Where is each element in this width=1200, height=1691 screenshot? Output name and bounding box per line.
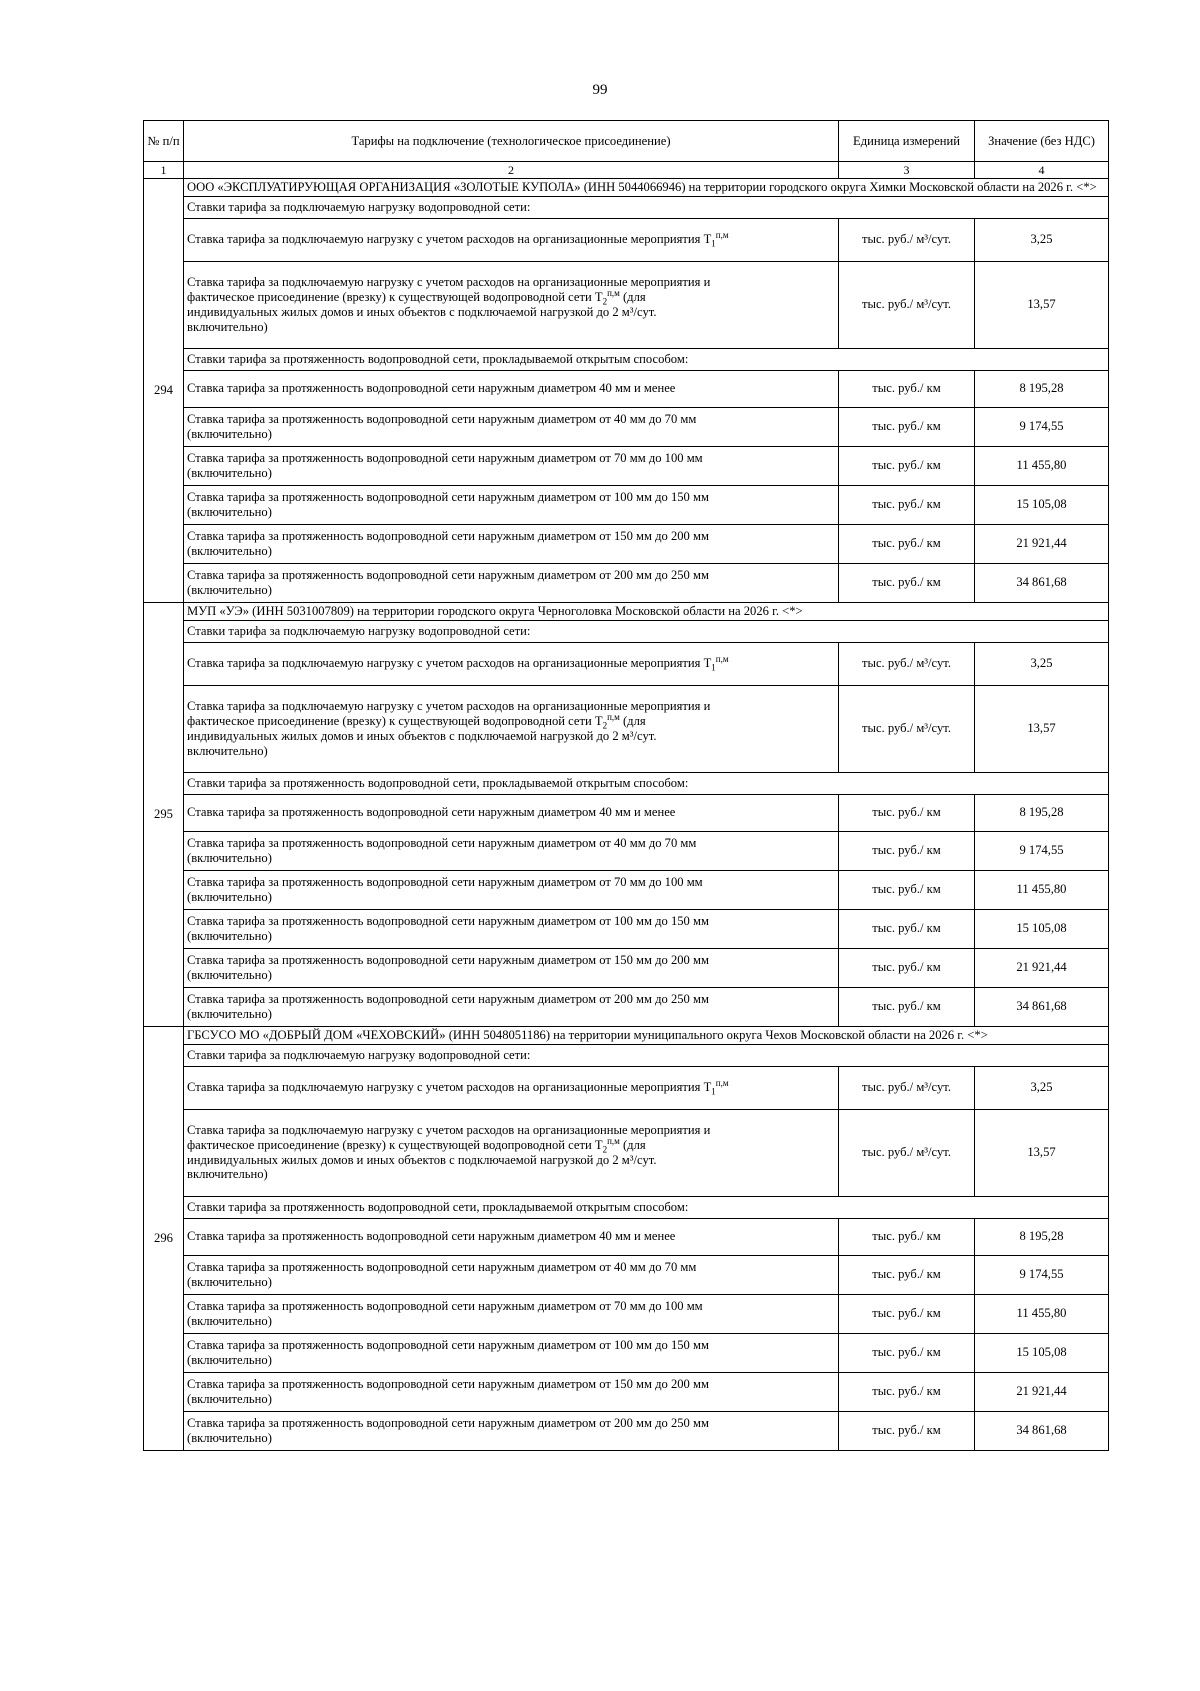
table-row: [144, 524, 1109, 563]
rate-value: 13,57: [975, 261, 1109, 348]
row-number: 296: [144, 1026, 184, 1450]
rate-description: Ставка тарифа за протяженность водопроводной сети наружным диаметром от 200 мм до 250 мм (включительно): [184, 563, 839, 602]
rate-unit: тыс. руб./ км: [839, 370, 975, 407]
column-index: 3: [839, 162, 975, 179]
table-row: [144, 485, 1109, 524]
rate-value: 11 455,80: [975, 870, 1109, 909]
rate-value: 21 921,44: [975, 948, 1109, 987]
rate-description: Ставка тарифа за протяженность водопроводной сети наружным диаметром от 100 мм до 150 мм (включительно): [184, 485, 839, 524]
rate-value: 13,57: [975, 1109, 1109, 1196]
section-row: [144, 772, 1109, 794]
rate-value: 11 455,80: [975, 1294, 1109, 1333]
rate-unit: тыс. руб./ км: [839, 485, 975, 524]
rate-value: 15 105,08: [975, 485, 1109, 524]
rate-value: 11 455,80: [975, 446, 1109, 485]
page-number: 99: [592, 82, 608, 98]
rate-unit: тыс. руб./ км: [839, 948, 975, 987]
table-row: [144, 407, 1109, 446]
rate-value: 3,25: [975, 1066, 1109, 1109]
rate-value: 34 861,68: [975, 987, 1109, 1026]
section-heading-load: Ставки тарифа за подключаемую нагрузку водопроводной сети:: [184, 620, 1109, 642]
rate-description: Ставка тарифа за протяженность водопроводной сети наружным диаметром от 40 мм до 70 мм (включительно): [184, 1255, 839, 1294]
table-row: [144, 1294, 1109, 1333]
rate-value: 15 105,08: [975, 1333, 1109, 1372]
rate-unit: тыс. руб./ км: [839, 987, 975, 1026]
rate-value: 3,25: [975, 218, 1109, 261]
rate-unit: тыс. руб./ м³/сут.: [839, 261, 975, 348]
rate-description: Ставка тарифа за протяженность водопроводной сети наружным диаметром от 70 мм до 100 мм (включительно): [184, 1294, 839, 1333]
table-row: [144, 948, 1109, 987]
rate-description: Ставка тарифа за протяженность водопроводной сети наружным диаметром от 40 мм до 70 мм (включительно): [184, 831, 839, 870]
table-row: [144, 1066, 1109, 1109]
table-body: [144, 179, 1109, 1451]
rate-description: Ставка тарифа за подключаемую нагрузку с учетом расходов на организационные мероприятия и фактическое присоединение (врезку) к существующей водопроводной сети $T_2^{п,м}$ (для индивидуальных жилых домов и иных объектов с подключаемой нагрузкой до 2 м³/сут. включительно): [184, 1109, 839, 1196]
rate-value: 13,57: [975, 685, 1109, 772]
section-row: [144, 348, 1109, 370]
header-number: № п/п: [144, 121, 184, 162]
rate-description: Ставка тарифа за протяженность водопроводной сети наружным диаметром от 150 мм до 200 мм (включительно): [184, 1372, 839, 1411]
table-row: [144, 870, 1109, 909]
rate-description: Ставка тарифа за протяженность водопроводной сети наружным диаметром от 200 мм до 250 мм (включительно): [184, 987, 839, 1026]
rate-unit: тыс. руб./ км: [839, 909, 975, 948]
table-row: [144, 261, 1109, 348]
rate-value: 8 195,28: [975, 370, 1109, 407]
rate-unit: тыс. руб./ км: [839, 1294, 975, 1333]
rate-value: 9 174,55: [975, 1255, 1109, 1294]
rate-description: Ставка тарифа за подключаемую нагрузку с учетом расходов на организационные мероприятия и фактическое присоединение (врезку) к существующей водопроводной сети $T_2^{п,м}$ (для индивидуальных жилых домов и иных объектов с подключаемой нагрузкой до 2 м³/сут. включительно): [184, 685, 839, 772]
section-heading-load: Ставки тарифа за подключаемую нагрузку водопроводной сети:: [184, 196, 1109, 218]
rate-value: 21 921,44: [975, 1372, 1109, 1411]
table-row: [144, 1372, 1109, 1411]
section-row: [144, 620, 1109, 642]
rate-value: 15 105,08: [975, 909, 1109, 948]
table-row: [144, 446, 1109, 485]
table-row: [144, 370, 1109, 407]
rate-description: Ставка тарифа за протяженность водопроводной сети наружным диаметром от 40 мм до 70 мм (включительно): [184, 407, 839, 446]
table-row: [144, 642, 1109, 685]
section-heading-length: Ставки тарифа за протяженность водопроводной сети, прокладываемой открытым способом:: [184, 1196, 1109, 1218]
rate-value: 34 861,68: [975, 1411, 1109, 1450]
rate-value: 8 195,28: [975, 1218, 1109, 1255]
rate-unit: тыс. руб./ км: [839, 794, 975, 831]
table-row: [144, 831, 1109, 870]
rate-description: Ставка тарифа за протяженность водопроводной сети наружным диаметром от 150 мм до 200 мм (включительно): [184, 524, 839, 563]
header-value: Значение (без НДС): [975, 121, 1109, 162]
section-heading-length: Ставки тарифа за протяженность водопроводной сети, прокладываемой открытым способом:: [184, 348, 1109, 370]
column-index: 4: [975, 162, 1109, 179]
header-unit: Единица измерений: [839, 121, 975, 162]
rate-description: Ставка тарифа за подключаемую нагрузку с учетом расходов на организационные мероприятия и фактическое присоединение (врезку) к существующей водопроводной сети $T_2^{п,м}$ (для индивидуальных жилых домов и иных объектов с подключаемой нагрузкой до 2 м³/сут. включительно): [184, 261, 839, 348]
row-number: 294: [144, 179, 184, 603]
rate-description: Ставка тарифа за протяженность водопроводной сети наружным диаметром от 150 мм до 200 мм (включительно): [184, 948, 839, 987]
table-row: [144, 1218, 1109, 1255]
table-row: [144, 1109, 1109, 1196]
table-row: [144, 1255, 1109, 1294]
rate-value: 9 174,55: [975, 407, 1109, 446]
rate-unit: тыс. руб./ км: [839, 1255, 975, 1294]
organization-row: [144, 1026, 1109, 1044]
table-row: [144, 794, 1109, 831]
row-number: 295: [144, 602, 184, 1026]
table-row: [144, 218, 1109, 261]
rate-description: Ставка тарифа за протяженность водопроводной сети наружным диаметром от 70 мм до 100 мм (включительно): [184, 870, 839, 909]
organization-title: ООО «ЭКСПЛУАТИРУЮЩАЯ ОРГАНИЗАЦИЯ «ЗОЛОТЫЕ КУПОЛА» (ИНН 5044066946) на территории городского округа Химки Московской области на 2026 г. <*>: [184, 179, 1109, 197]
rate-unit: тыс. руб./ м³/сут.: [839, 1109, 975, 1196]
rate-value: 3,25: [975, 642, 1109, 685]
tariff-table: [143, 120, 1109, 1451]
table-row: [144, 909, 1109, 948]
table-row: [144, 685, 1109, 772]
rate-description: Ставка тарифа за протяженность водопроводной сети наружным диаметром от 100 мм до 150 мм (включительно): [184, 909, 839, 948]
rate-description: Ставка тарифа за подключаемую нагрузку с учетом расходов на организационные мероприятия $T_1^{п,м}$: [184, 642, 839, 685]
table-row: [144, 1333, 1109, 1372]
rate-description: Ставка тарифа за подключаемую нагрузку с учетом расходов на организационные мероприятия $T_1^{п,м}$: [184, 1066, 839, 1109]
table-row: [144, 1411, 1109, 1450]
rate-unit: тыс. руб./ км: [839, 1218, 975, 1255]
rate-unit: тыс. руб./ км: [839, 1372, 975, 1411]
rate-unit: тыс. руб./ м³/сут.: [839, 642, 975, 685]
section-row: [144, 1044, 1109, 1066]
section-row: [144, 196, 1109, 218]
organization-title: МУП «УЭ» (ИНН 5031007809) на территории городского округа Черноголовка Московской области на 2026 г. <*>: [184, 602, 1109, 620]
rate-unit: тыс. руб./ км: [839, 407, 975, 446]
rate-description: Ставка тарифа за протяженность водопроводной сети наружным диаметром 40 мм и менее: [184, 794, 839, 831]
rate-unit: тыс. руб./ м³/сут.: [839, 218, 975, 261]
rate-description: Ставка тарифа за подключаемую нагрузку с учетом расходов на организационные мероприятия $T_1^{п,м}$: [184, 218, 839, 261]
table-row: [144, 987, 1109, 1026]
table-row: [144, 563, 1109, 602]
rate-unit: тыс. руб./ км: [839, 524, 975, 563]
rate-unit: тыс. руб./ м³/сут.: [839, 685, 975, 772]
section-heading-load: Ставки тарифа за подключаемую нагрузку водопроводной сети:: [184, 1044, 1109, 1066]
rate-description: Ставка тарифа за протяженность водопроводной сети наружным диаметром 40 мм и менее: [184, 370, 839, 407]
section-row: [144, 1196, 1109, 1218]
rate-value: 34 861,68: [975, 563, 1109, 602]
rate-unit: тыс. руб./ км: [839, 446, 975, 485]
rate-unit: тыс. руб./ км: [839, 563, 975, 602]
rate-description: Ставка тарифа за протяженность водопроводной сети наружным диаметром от 200 мм до 250 мм (включительно): [184, 1411, 839, 1450]
organization-title: ГБСУСО МО «ДОБРЫЙ ДОМ «ЧЕХОВСКИЙ» (ИНН 5048051186) на территории муниципального округа Чехов Московской области на 2026 г. <*>: [184, 1026, 1109, 1044]
rate-description: Ставка тарифа за протяженность водопроводной сети наружным диаметром от 70 мм до 100 мм (включительно): [184, 446, 839, 485]
rate-unit: тыс. руб./ км: [839, 831, 975, 870]
rate-value: 9 174,55: [975, 831, 1109, 870]
column-index-row: [144, 162, 1109, 179]
header-tariffs: Тарифы на подключение (технологическое присоединение): [184, 121, 839, 162]
rate-unit: тыс. руб./ км: [839, 1333, 975, 1372]
organization-row: [144, 179, 1109, 197]
organization-row: [144, 602, 1109, 620]
column-index: 1: [144, 162, 184, 179]
rate-description: Ставка тарифа за протяженность водопроводной сети наружным диаметром 40 мм и менее: [184, 1218, 839, 1255]
rate-value: 21 921,44: [975, 524, 1109, 563]
rate-unit: тыс. руб./ км: [839, 1411, 975, 1450]
rate-description: Ставка тарифа за протяженность водопроводной сети наружным диаметром от 100 мм до 150 мм (включительно): [184, 1333, 839, 1372]
rate-value: 8 195,28: [975, 794, 1109, 831]
column-index: 2: [184, 162, 839, 179]
rate-unit: тыс. руб./ м³/сут.: [839, 1066, 975, 1109]
rate-unit: тыс. руб./ км: [839, 870, 975, 909]
table-header-row: [144, 121, 1109, 162]
section-heading-length: Ставки тарифа за протяженность водопроводной сети, прокладываемой открытым способом:: [184, 772, 1109, 794]
